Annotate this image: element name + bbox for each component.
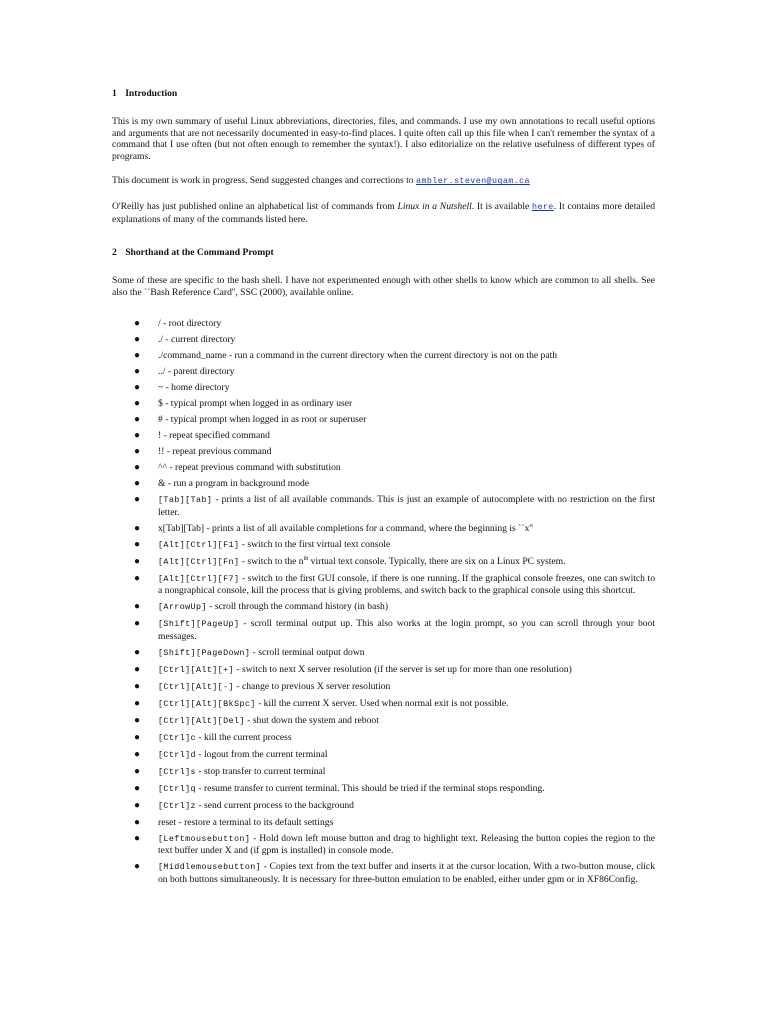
list-item: [112, 573, 655, 597]
key-shortcut: [Ctrl][Alt][-]: [158, 681, 234, 692]
bullet-icon: ●: [134, 765, 141, 777]
bullet-icon: ●: [134, 446, 141, 458]
bullet-icon: ●: [134, 366, 141, 378]
bullet-icon: ●: [134, 350, 141, 362]
bullet-icon: ●: [134, 731, 141, 743]
key-shortcut: [Ctrl]s: [158, 766, 196, 777]
list-item: [112, 749, 655, 762]
section-title: Introduction: [125, 88, 178, 99]
bullet-icon: ●: [134, 398, 141, 410]
list-item: [112, 494, 655, 518]
list-item: [112, 681, 655, 694]
key-shortcut: [Ctrl]c: [158, 732, 196, 743]
bullet-icon: ●: [134, 430, 141, 442]
bullet-icon: ●: [134, 538, 141, 550]
list-item: [112, 334, 655, 346]
item-description: - logout from the current terminal: [195, 748, 328, 760]
section-number: 2: [112, 247, 117, 259]
item-description: - switch to the first GUI console, if there is one running. If the graphical console freezes, one can switch to a nongraphical console, kill the process that is giving problems, and switch back to the graphical console using this shortcut.: [158, 572, 655, 597]
bullet-icon: ●: [134, 555, 141, 567]
list-item: [112, 647, 655, 660]
key-shortcut: [Shift][PageDown]: [158, 647, 251, 658]
list-item: [112, 523, 655, 535]
here-link[interactable]: here: [532, 201, 554, 212]
superscript: th: [303, 555, 309, 562]
item-description: ~ - home directory: [158, 382, 230, 394]
key-shortcut: [Tab][Tab]: [158, 495, 213, 506]
item-description: - scroll terminal output down: [250, 646, 365, 658]
list-item: [112, 446, 655, 458]
list-item: [112, 861, 655, 885]
bullet-icon: ●: [134, 697, 141, 709]
item-description: ./ - current directory: [158, 334, 236, 346]
list-item: [112, 732, 655, 745]
work-in-progress-paragraph: [112, 175, 655, 188]
list-item: [112, 398, 655, 410]
item-description: $ - typical prompt when logged in as ordinary user: [158, 398, 353, 410]
list-item: [112, 366, 655, 378]
paragraph-text: . It contains more detailed explanations of many of the commands listed here.: [112, 200, 656, 225]
list-item: [112, 766, 655, 779]
bullet-icon: ●: [134, 714, 141, 726]
item-description: reset - restore a terminal to its default settings: [158, 816, 334, 828]
item-description: - Hold down left mouse button and drag to highlight text. Releasing the button copies the region to the text buffer under X and (if gpm is installed) in console mode.: [158, 832, 655, 857]
item-description: - send current process to the background: [195, 799, 354, 811]
bullet-icon: ●: [134, 462, 141, 474]
key-shortcut: [Ctrl]z: [158, 800, 196, 811]
item-description: - kill the current process: [195, 731, 292, 743]
bullet-icon: ●: [134, 618, 141, 630]
list-item: [112, 601, 655, 614]
bullet-icon: ●: [134, 414, 141, 426]
bullet-icon: ●: [134, 646, 141, 658]
key-shortcut: [Ctrl]d: [158, 749, 196, 760]
list-item: [112, 698, 655, 711]
key-shortcut: [Shift][PageUp]: [158, 619, 240, 630]
item-description: - change to previous X server resolution: [233, 680, 391, 692]
list-item: [112, 817, 655, 829]
list-item: [112, 462, 655, 474]
item-description: - switch to the first virtual text console: [239, 538, 391, 550]
key-shortcut: [Alt][Ctrl][F7]: [158, 573, 240, 584]
list-item: [112, 350, 655, 362]
key-shortcut: [Ctrl]q: [158, 783, 196, 794]
item-description: - scroll terminal output up. This also works at the login prompt, so you can scroll through your boot messages.: [158, 618, 655, 642]
list-item: [112, 539, 655, 552]
section-heading-shorthand: [112, 247, 655, 259]
list-item: [112, 478, 655, 490]
item-description: - kill the current X server. Used when normal exit is not possible.: [255, 697, 509, 709]
item-description: - prints a list of all available commands. This is just an example of autocomplete with no restriction on the first letter.: [158, 494, 655, 518]
bullet-icon: ●: [134, 861, 141, 873]
bullet-icon: ●: [134, 816, 141, 828]
bullet-icon: ●: [134, 382, 141, 394]
key-shortcut: [Alt][Ctrl][Fn]: [158, 556, 240, 567]
item-description: virtual text console. Typically, there are six on a Linux PC system.: [308, 555, 566, 567]
list-item: [112, 800, 655, 813]
item-description: - shut down the system and reboot: [244, 714, 379, 726]
shorthand-list: [112, 318, 655, 885]
key-shortcut: [Leftmousebutton]: [158, 833, 251, 844]
bullet-icon: ●: [134, 494, 141, 506]
item-description: !! - repeat previous command: [158, 446, 272, 458]
document-page: [112, 88, 655, 890]
list-item: [112, 664, 655, 677]
paragraph-text: O'Reilly has just published online an alphabetical list of commands from: [112, 200, 398, 212]
list-item: [112, 556, 655, 569]
bullet-icon: ●: [134, 799, 141, 811]
email-link[interactable]: ambler.steven@uqam.ca: [416, 176, 530, 187]
item-description: # - typical prompt when logged in as root or superuser: [158, 414, 367, 426]
list-item: [112, 833, 655, 857]
key-shortcut: [Alt][Ctrl][F1]: [158, 539, 240, 550]
shorthand-intro-paragraph: Some of these are specific to the bash shell. I have not experimented enough with other shells to know which are common to all shells. See also the ``Bash Reference Card'', SSC (2000), available online.: [112, 275, 655, 298]
item-description: - Copies text from the text buffer and inserts it at the cursor location. With a two-button mouse, click on both buttons simultaneously. It is necessary for three-button emulation to be enabled, either under gpm or in XF86Config.: [158, 861, 655, 885]
bullet-icon: ●: [134, 782, 141, 794]
paragraph-text: . It is available: [471, 200, 533, 212]
item-description: ^^ - repeat previous command with substitution: [158, 462, 341, 474]
bullet-icon: ●: [134, 334, 141, 346]
bullet-icon: ●: [134, 663, 141, 675]
key-shortcut: [Ctrl][Alt][+]: [158, 664, 234, 675]
item-description: - switch to the n: [239, 555, 304, 567]
key-shortcut: [Ctrl][Alt][Del]: [158, 715, 245, 726]
section-title: Shorthand at the Command Prompt: [125, 247, 274, 259]
list-item: [112, 414, 655, 426]
item-description: / - root directory: [158, 318, 222, 330]
bullet-icon: ●: [134, 680, 141, 692]
item-description: - resume transfer to current terminal. This should be tried if the terminal stops responding.: [195, 782, 545, 794]
item-description: ! - repeat specified command: [158, 430, 270, 442]
intro-paragraph: This is my own summary of useful Linux abbreviations, directories, files, and commands. I use my own annotations to recall useful options and arguments that are not necessarily documented in easy-to-find places. I quite often call up this file when I can't remember the syntax of a command that I use often (but not often enough to remember the syntax!). I also editorialize on the relative usefulness of different types of programs.: [112, 116, 655, 162]
list-item: [112, 715, 655, 728]
section-heading-introduction: [112, 88, 655, 100]
item-description: & - run a program in background mode: [158, 478, 310, 490]
list-item: [112, 618, 655, 642]
bullet-icon: ●: [134, 318, 141, 330]
bullet-icon: ●: [134, 522, 141, 534]
oreilly-paragraph: [112, 201, 655, 225]
item-description: x[Tab][Tab] - prints a list of all available completions for a command, where the beginning is ``x'': [158, 522, 533, 534]
item-description: - switch to next X server resolution (if the server is set up for more than one resolution): [233, 663, 572, 675]
item-description: ../ - parent directory: [158, 366, 235, 378]
key-shortcut: [ArrowUp]: [158, 602, 207, 613]
list-item: [112, 382, 655, 394]
list-item: [112, 318, 655, 330]
key-shortcut: [Middlemousebutton]: [158, 862, 262, 873]
bullet-icon: ●: [134, 478, 141, 490]
item-description: - stop transfer to current terminal: [195, 765, 326, 777]
bullet-icon: ●: [134, 832, 141, 844]
list-item: [112, 783, 655, 796]
item-description: - scroll through the command history (in bash): [206, 601, 389, 613]
bullet-icon: ●: [134, 748, 141, 760]
bullet-icon: ●: [134, 572, 141, 584]
book-title: Linux in a Nutshell: [397, 200, 472, 212]
section-number: 1: [112, 88, 117, 99]
key-shortcut: [Ctrl][Alt][BkSpc]: [158, 698, 256, 709]
list-item: [112, 430, 655, 442]
item-description: ./command_name - run a command in the current directory when the current directory is not on the path: [158, 350, 558, 362]
bullet-icon: ●: [134, 601, 141, 613]
paragraph-text: This document is work in progress. Send suggested changes and corrections to: [112, 175, 417, 187]
